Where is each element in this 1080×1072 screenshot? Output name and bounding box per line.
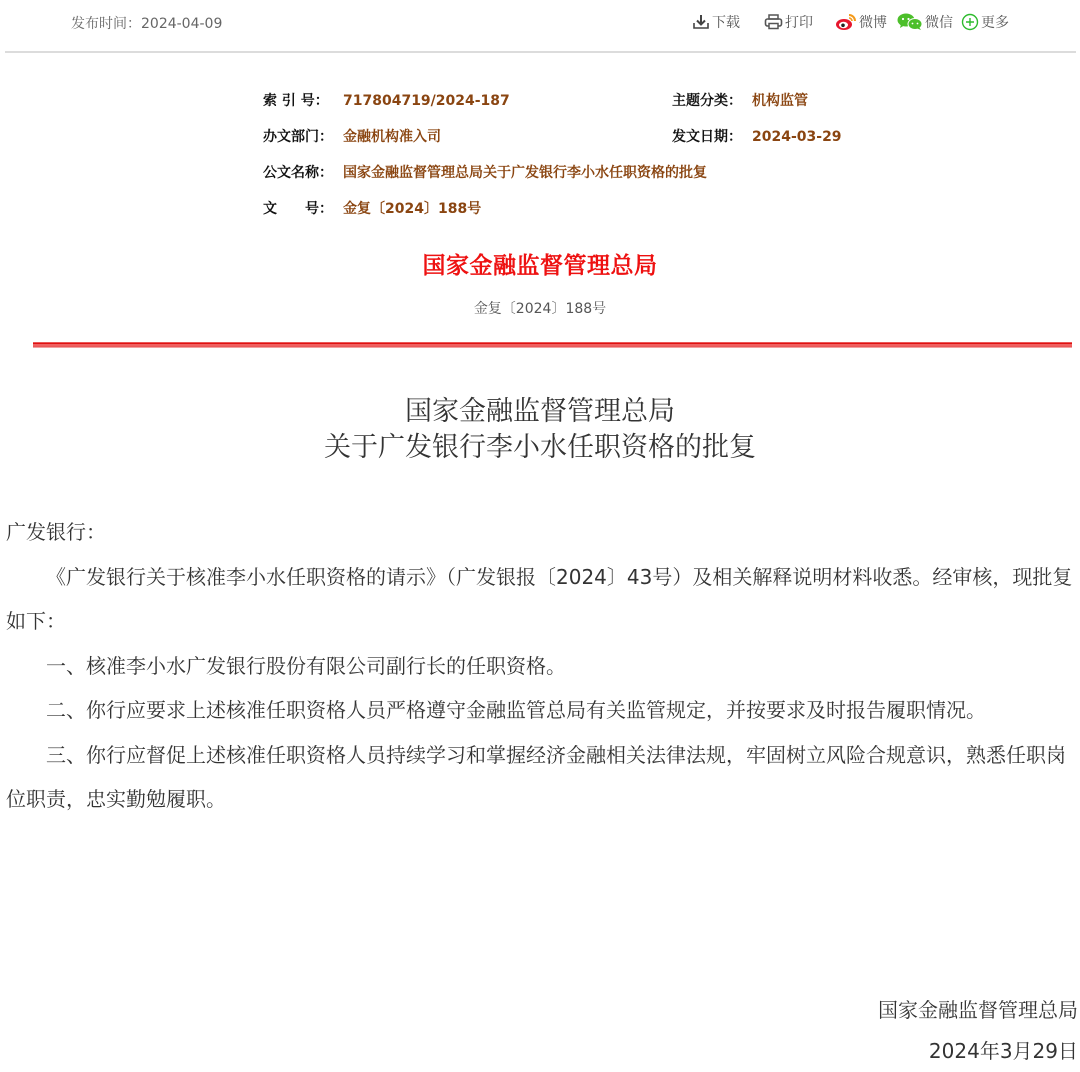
- title-line-2: 关于广发银行李小水任职资格的批复: [324, 432, 756, 463]
- document-title: [0, 394, 1080, 466]
- department-value: 金融机构准入司: [343, 129, 441, 145]
- meta-row-issue-date: [672, 126, 842, 148]
- print-label: 打印: [785, 15, 813, 31]
- index-no-label: 索 引 号：: [263, 93, 329, 109]
- weibo-icon: [835, 13, 857, 31]
- index-no-value: 717804719/2024-187: [343, 93, 510, 109]
- department-label: 办文部门：: [263, 129, 333, 145]
- letterhead-org-name: 国家金融监督管理总局: [422, 253, 658, 279]
- top-bar: [0, 0, 1080, 46]
- meta-row-doc-name: [263, 162, 707, 184]
- printer-icon: [764, 14, 783, 30]
- share-actions: [692, 12, 1009, 32]
- paragraph: 二、你行应要求上述核准任职资格人员严格遵守金融监管总局有关监管规定，并按要求及时报告履职情况。: [46, 698, 986, 722]
- header-divider: [5, 51, 1076, 53]
- letterhead-doc-no: 金复〔2024〕188号: [473, 301, 607, 317]
- meta-row-doc-no: [263, 198, 481, 220]
- paragraph: 一、核准李小水广发银行股份有限公司副行长的任职资格。: [46, 653, 566, 678]
- signature-date: 2024年3月29日: [928, 1039, 1078, 1063]
- plus-circle-icon: [961, 13, 979, 31]
- meta-row-index: [263, 90, 510, 112]
- category-label: 主题分类：: [672, 93, 742, 109]
- wechat-share-button[interactable]: [897, 12, 953, 32]
- publish-time: 发布时间：2024-04-09: [71, 16, 223, 32]
- category-value: 机构监管: [752, 93, 808, 109]
- print-button[interactable]: [764, 12, 813, 32]
- signature-org: 国家金融监督管理总局: [878, 998, 1078, 1022]
- doc-name-value: 国家金融监督管理总局关于广发银行李小水任职资格的批复: [343, 165, 707, 181]
- meta-row-category: [672, 90, 808, 112]
- download-label: 下载: [712, 15, 740, 31]
- doc-no-value: 金复〔2024〕188号: [343, 201, 482, 217]
- signature-block: [878, 990, 1078, 1072]
- paragraph: 三、你行应督促上述核准任职资格人员持续学习和掌握经济金融相关法律法规，牢固树立风险合规意识，熟悉任职岗位职责，忠实勤勉履职。: [6, 742, 1066, 811]
- issue-date-label: 发文日期：: [672, 129, 742, 145]
- download-button[interactable]: [692, 12, 740, 32]
- doc-name-label: 公文名称：: [263, 165, 333, 181]
- title-line-1: 国家金融监督管理总局: [405, 396, 675, 427]
- download-icon: [692, 14, 710, 30]
- letterhead-red-rule: [33, 342, 1072, 348]
- weibo-label: 微博: [859, 15, 887, 31]
- document-body: [6, 510, 1076, 822]
- paragraph: 《广发银行关于核准李小水任职资格的请示》（广发银报〔2024〕43号）及相关解释说明材料收悉。经审核，现批复如下：: [6, 564, 1073, 633]
- wechat-icon: [897, 13, 923, 31]
- doc-no-label: 文 号：: [263, 201, 333, 217]
- salutation: 广发银行：: [6, 520, 106, 544]
- issue-date-value: 2024-03-29: [752, 129, 842, 145]
- meta-row-department: [263, 126, 441, 148]
- wechat-label: 微信: [925, 15, 953, 31]
- more-share-button[interactable]: [961, 12, 1009, 32]
- more-label: 更多: [981, 15, 1009, 31]
- weibo-share-button[interactable]: [835, 12, 887, 32]
